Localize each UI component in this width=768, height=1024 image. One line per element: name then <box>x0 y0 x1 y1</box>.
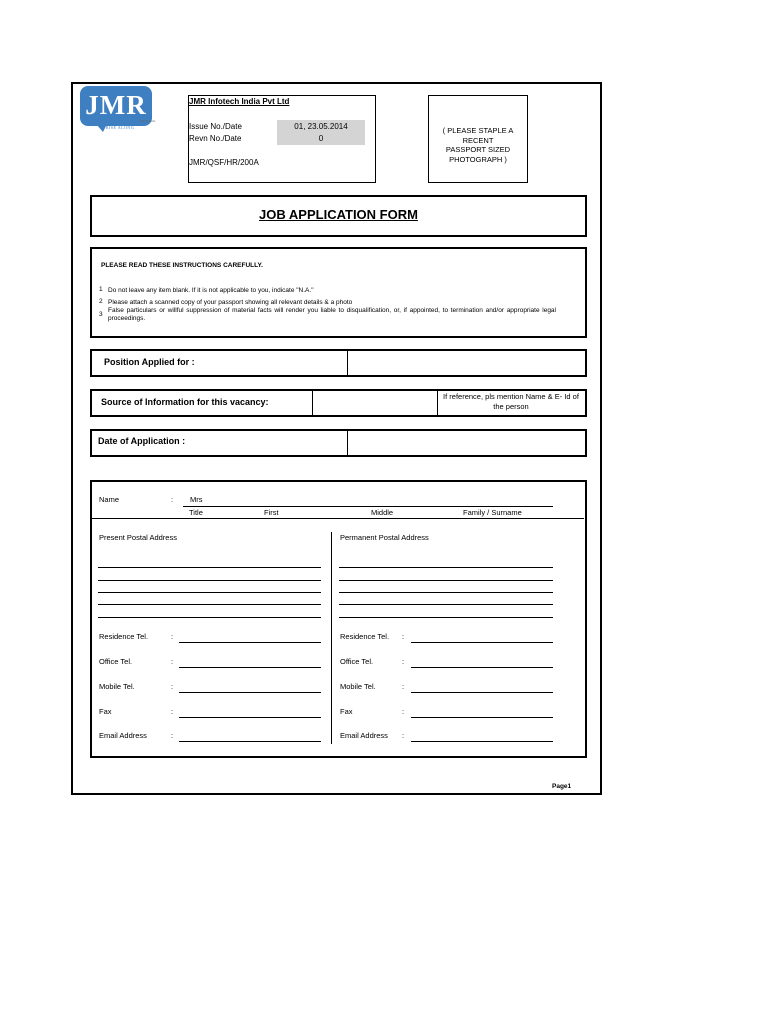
date-divider <box>347 430 348 455</box>
present-fax-field[interactable] <box>179 717 321 718</box>
name-col-surname: Family / Surname <box>463 508 522 517</box>
instruction-number: 2 <box>99 298 103 305</box>
instruction-number: 3 <box>99 311 103 318</box>
permanent-email-label: Email Address <box>340 731 388 740</box>
instruction-text: Do not leave any item blank. If it is not applicable to you, indicate "N.A." <box>108 287 314 294</box>
permanent-mobile-field[interactable] <box>411 692 553 693</box>
present-mobile-field[interactable] <box>179 692 321 693</box>
photo-line-2: PASSPORT SIZED <box>445 145 511 154</box>
permanent-address-line[interactable] <box>339 580 553 581</box>
permanent-address-line[interactable] <box>339 617 553 618</box>
present-office-label: Office Tel. <box>99 657 133 666</box>
instruction-text: False particulars or willful suppression of material facts will render you liable to disqualification, or, if appointed, to termination and/or appropriate legal proceedings. <box>108 307 556 322</box>
permanent-address-line[interactable] <box>339 592 553 593</box>
permanent-address-line[interactable] <box>339 567 553 568</box>
permanent-residence-label: Residence Tel. <box>340 632 390 641</box>
source-divider-2 <box>437 390 438 415</box>
colon: : <box>171 707 174 716</box>
colon: : <box>402 657 405 666</box>
present-residence-label: Residence Tel. <box>99 632 149 641</box>
source-label: Source of Information for this vacancy: <box>101 397 269 407</box>
present-fax-label: Fax <box>99 707 112 716</box>
permanent-fax-label: Fax <box>340 707 353 716</box>
form-title: JOB APPLICATION FORM <box>259 207 418 222</box>
present-address-line[interactable] <box>98 567 321 568</box>
present-email-field[interactable] <box>179 741 321 742</box>
present-address-heading: Present Postal Address <box>99 533 177 542</box>
present-residence-field[interactable] <box>179 642 321 643</box>
position-input[interactable] <box>349 351 582 373</box>
present-address-line[interactable] <box>98 604 321 605</box>
instructions-heading: PLEASE READ THESE INSTRUCTIONS CAREFULLY. <box>101 262 263 269</box>
photo-instruction <box>428 126 528 164</box>
colon: : <box>402 731 405 740</box>
name-separator <box>91 518 584 519</box>
present-mobile-label: Mobile Tel. <box>99 682 135 691</box>
logo-text: JMR <box>85 90 147 120</box>
permanent-residence-field[interactable] <box>411 642 553 643</box>
colon: : <box>171 731 174 740</box>
document-code: JMR/QSF/HR/200A <box>189 158 259 167</box>
permanent-address-line[interactable] <box>339 604 553 605</box>
address-column-divider <box>331 532 332 744</box>
photo-line-3: PHOTOGRAPH ) <box>449 154 507 164</box>
page-number: Page1 <box>552 783 572 790</box>
instruction-number: 1 <box>99 286 103 293</box>
company-name: JMR Infotech India Pvt Ltd <box>189 97 290 106</box>
name-title-value: Mrs <box>190 495 203 504</box>
source-divider-1 <box>312 390 313 415</box>
photo-line-1: ( PLEASE STAPLE A RECENT <box>442 126 514 145</box>
name-label: Name <box>99 495 120 504</box>
revn-label: Revn No./Date <box>189 134 242 143</box>
colon: : <box>402 707 405 716</box>
source-input[interactable] <box>314 391 436 413</box>
date-label: Date of Application : <box>98 436 186 446</box>
colon: : <box>171 632 174 641</box>
name-colon: : <box>171 495 174 504</box>
permanent-office-field[interactable] <box>411 667 553 668</box>
instruction-text: Please attach a scanned copy of your passport showing all relevant details & a photo <box>108 299 353 306</box>
colon: : <box>402 632 405 641</box>
logo-subtext: INFOTECH <box>140 119 156 123</box>
position-divider <box>347 350 348 375</box>
revn-value: 0 <box>318 134 324 143</box>
reference-note: If reference, pls mention Name & E- Id of the person <box>443 392 579 411</box>
colon: : <box>171 682 174 691</box>
permanent-email-field[interactable] <box>411 741 553 742</box>
permanent-fax-field[interactable] <box>411 717 553 718</box>
logo-tagline: RISE ALONG <box>105 125 135 130</box>
name-col-middle: Middle <box>371 508 394 517</box>
issue-label: Issue No./Date <box>189 122 242 131</box>
present-address-line[interactable] <box>98 580 321 581</box>
issue-value: 01, 23.05.2014 <box>294 122 348 131</box>
permanent-mobile-label: Mobile Tel. <box>340 682 376 691</box>
name-underline[interactable] <box>183 506 553 507</box>
present-office-field[interactable] <box>179 667 321 668</box>
present-address-line[interactable] <box>98 617 321 618</box>
name-col-title: Title <box>189 508 203 517</box>
permanent-address-heading: Permanent Postal Address <box>340 533 429 542</box>
present-address-line[interactable] <box>98 592 321 593</box>
position-label: Position Applied for : <box>104 357 195 367</box>
name-col-first: First <box>264 508 279 517</box>
colon: : <box>171 657 174 666</box>
permanent-office-label: Office Tel. <box>340 657 374 666</box>
present-email-label: Email Address <box>99 731 147 740</box>
colon: : <box>402 682 405 691</box>
date-input[interactable] <box>349 431 582 453</box>
